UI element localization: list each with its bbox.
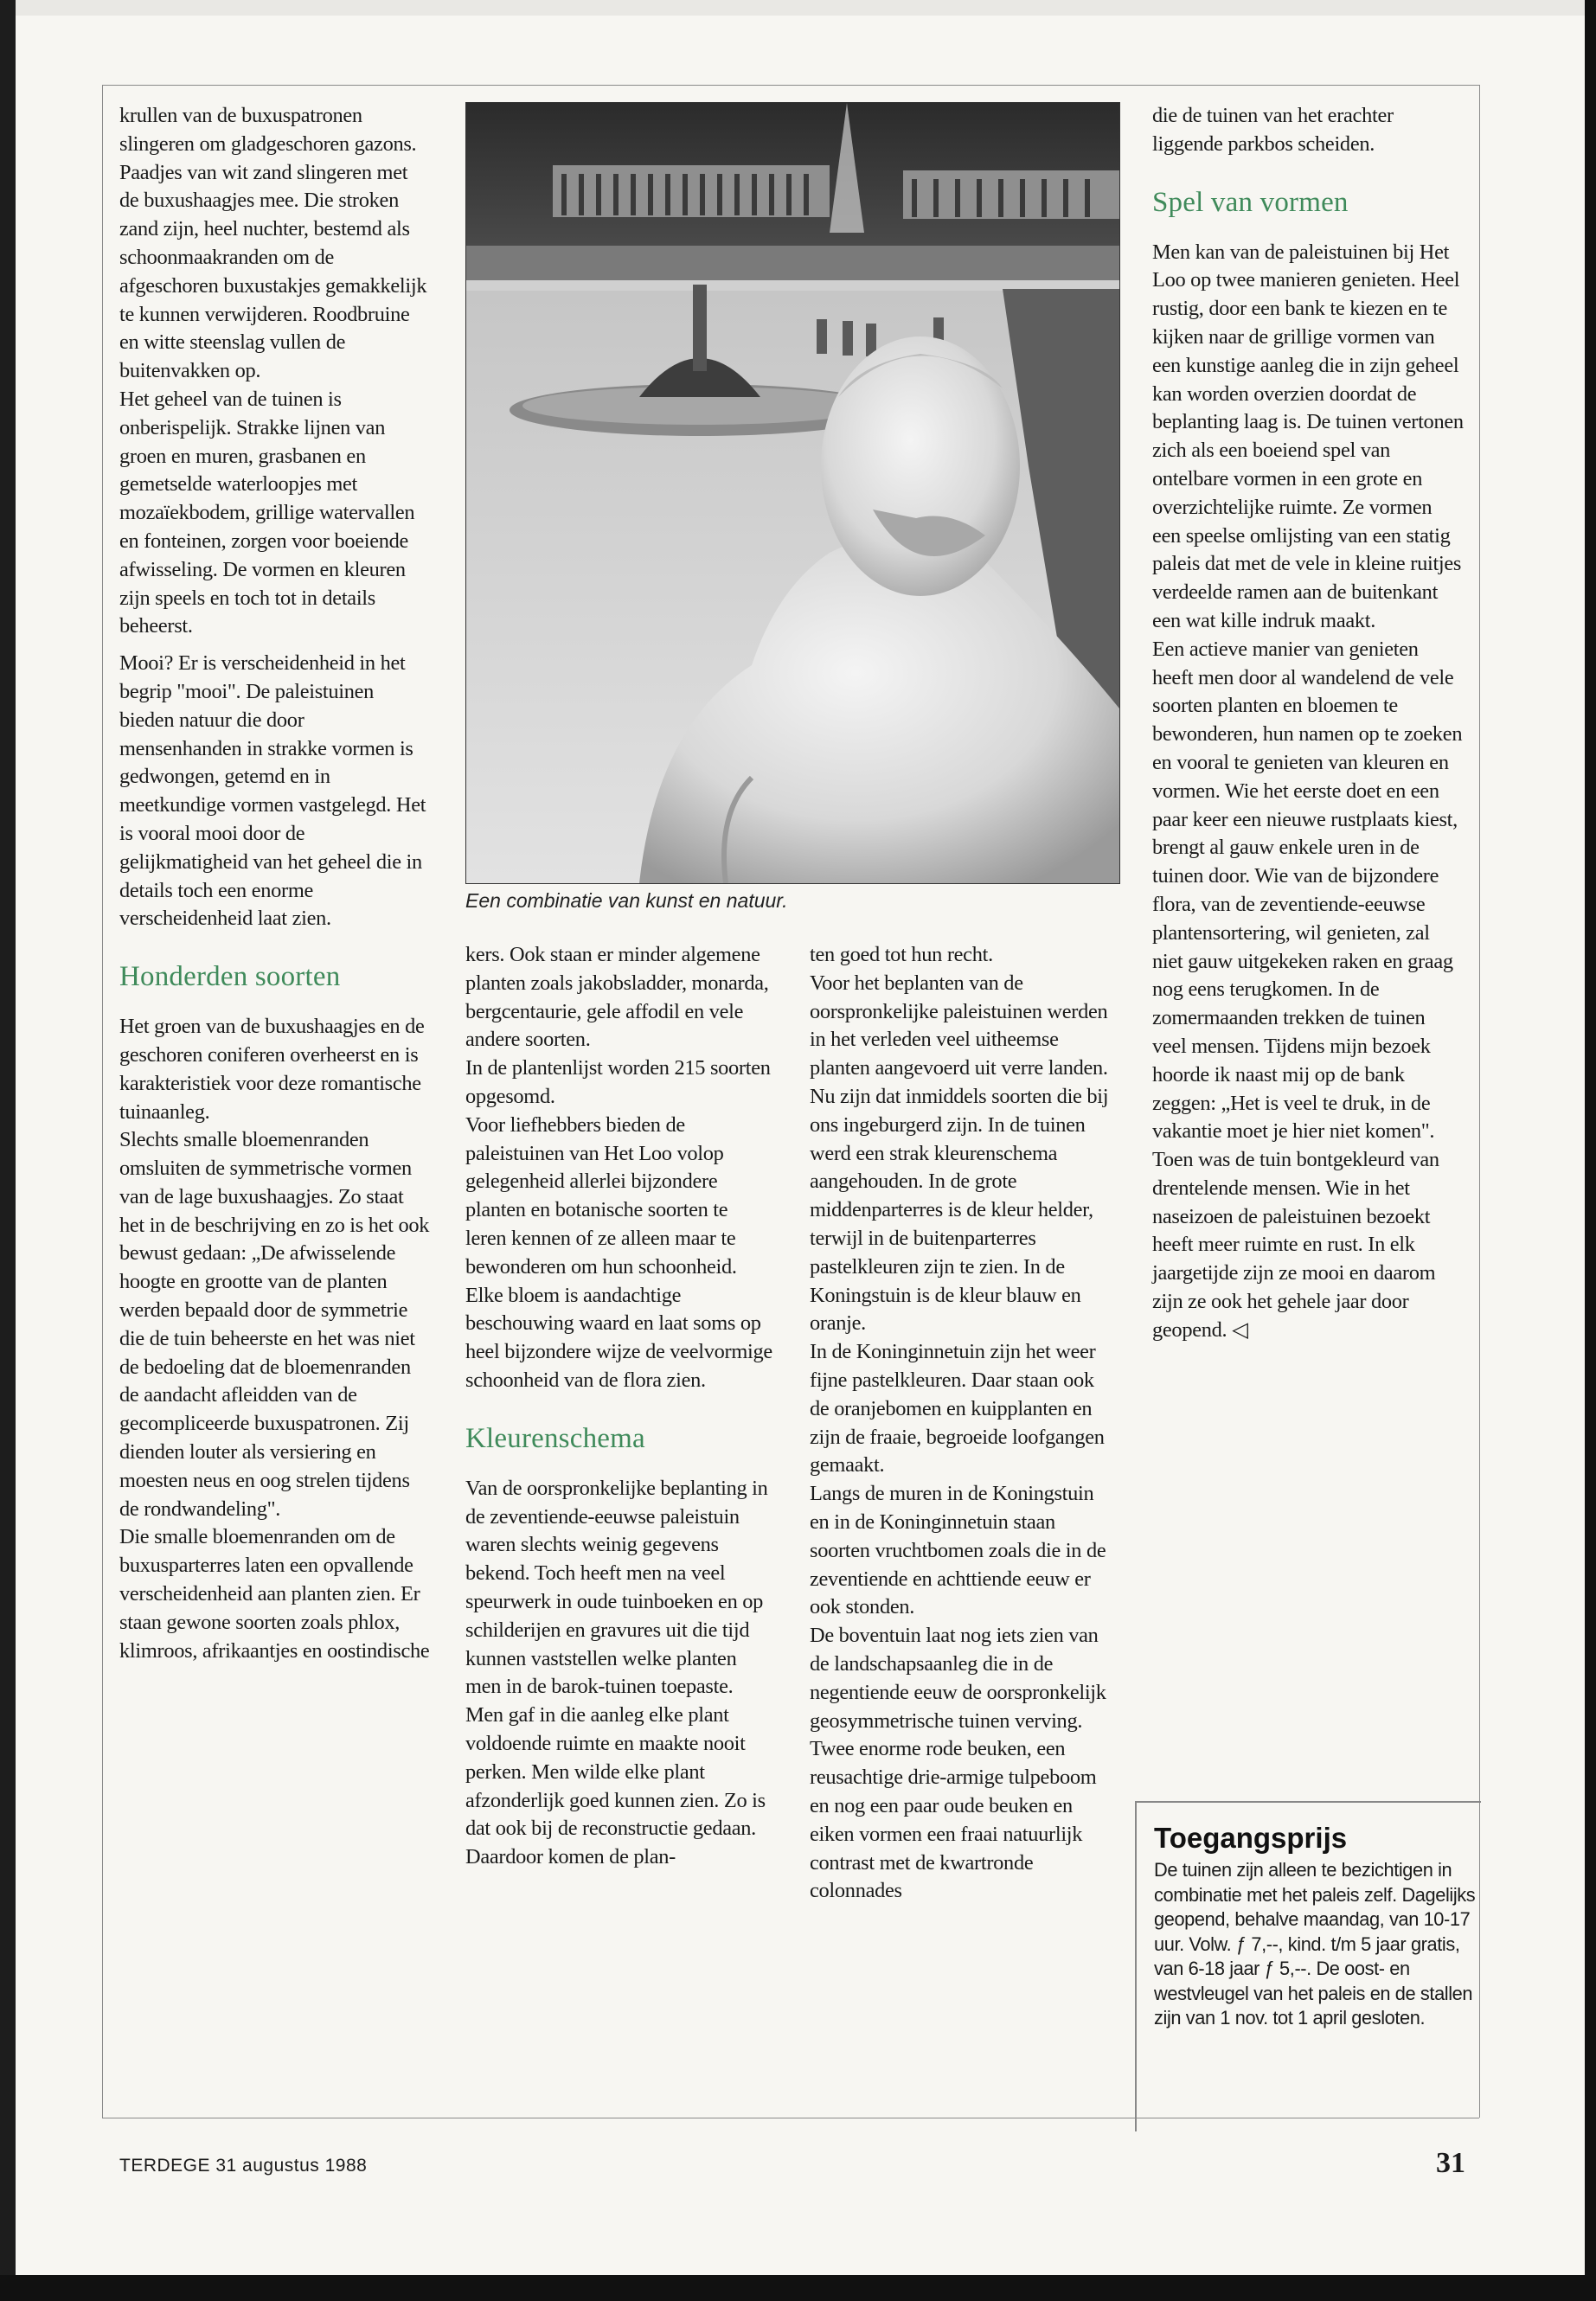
photo-caption: Een combinatie van kunst en natuur. (465, 889, 788, 912)
col2-paragraph-1: kers. Ook staan er minder algemene planten zoals jakobsladder, monarda, bergcentaurie, gele affodil en vele andere soorten. (465, 943, 769, 1052)
col2-paragraph-3: Voor liefhebbers bieden de paleistuinen van Het Loo volop gelegenheid allerlei bijzondere planten en botanische soorten te leren kennen of ze alleen maar te bewonderen om hun schoonheid. Elke bloem is aandachtige beschouwing waard en laat soms op heel bijzondere wijze de veelvormige schoonheid van de flora zien. (465, 1112, 772, 1392)
footer-publication: TERDEGE 31 augustus 1988 (119, 2156, 368, 2176)
col2-paragraph-2: In de plantenlijst worden 215 soorten opgesomd. (465, 1056, 771, 1108)
col3-paragraph-3: In de Koninginnetuin zijn het weer fijne pastelkleuren. Daar staan ook de oranjebomen en kuipplanten en zijn de fraaie, begroeide loofgangen gemaakt. (810, 1340, 1105, 1477)
col4-paragraph-3 (1152, 636, 1464, 1345)
col4-paragraph-1: die de tuinen van het erachter liggende parkbos scheiden. (1152, 104, 1394, 156)
article-column-1 (119, 102, 431, 1665)
col3-paragraph-5: De boventuin laat nog iets zien van de landschapsaanleg die in de negentiende eeuw de oorspronkelijk geosymmetrische tuinen verving. Twee enorme rode beuken, een reusachtige drie-armige tulpeboom en nog een paar oude beuken en eiken vormen een fraai natuurlijk contrast met de kwartronde colonnades (810, 1624, 1106, 1903)
col2-paragraph-4: Van de oorspronkelijke beplanting in de zeventiende-eeuwse paleistuin waren slechts weinig gegevens bekend. Toch heeft men na veel speurwerk in oude tuinboeken en op schilderijen en gravures uit die tijd kunnen vaststellen welke planten men in de barok-tuinen toepaste. Men gaf in die aanleg elke plant voldoende ruimte en maakte nooit perken. Men wilde elke plant afzonderlijk goed kunnen zien. Zo is dat ook bij de reconstructie gedaan. Daardoor komen de plan- (465, 1476, 768, 1869)
col1-paragraph-5: Slechts smalle bloemenranden omsluiten de symmetrische vormen van de lage buxushaagjes. Zo staat het in de beschrijving en zo is het ook bewust gedaan: „De afwisselende hoogte en grootte van de planten werden bepaald door de symmetrie die de tuin beheerste en het was niet de bedoeling dat de bloemenranden de aandacht afleidden van de gecompliceerde buxuspatronen. Zij dienden louter als versiering en moesten neus en oog strelen tijdens de rondwandeling". (119, 1128, 430, 1521)
section-heading-honderden-soorten: Honderden soorten (119, 961, 341, 993)
col1-paragraph-3: Mooi? Er is verscheidenheid in het begrip "mooi". De paleistuinen bieden natuur die door mensenhanden in strakke vormen is gedwongen, getemd en in meetkundige vormen vastgelegd. Het is vooral mooi door de gelijkmatigheid van het geheel die in details toch een enorme verscheidenheid laat zien. (119, 651, 426, 931)
frame-top-rule (102, 85, 1479, 86)
section-heading-spel-van-vormen: Spel van vormen (1152, 186, 1349, 218)
scan-border-left (0, 0, 16, 2301)
scan-border-bottom (0, 2275, 1596, 2301)
col3-paragraph-4: Langs de muren in de Koningstuin en in de Koninginnetuin staan soorten vruchtbomen zoals die in de zeventiende en achttiende eeuw er ook stonden. (810, 1482, 1106, 1619)
article-column-4 (1152, 102, 1464, 1345)
photo-illustration (466, 103, 1119, 883)
garden-statue-photo (465, 102, 1120, 884)
page-number: 31 (1436, 2147, 1465, 2179)
col1-paragraph-2: Het geheel van de tuinen is onberispelijk. Strakke lijnen van groen en muren, grasbanen en gemetselde waterloopjes met mozaïekbodem, grillige watervallen en fonteinen, zorgen voor boeiende afwisseling. De vormen en kleuren zijn speels en toch tot in details beheerst. (119, 387, 415, 638)
article-column-3 (810, 941, 1117, 1906)
col1-paragraph-6: Die smalle bloemenranden om de buxusparterres laten een opvallende verscheidenheid aan planten zien. Er staan gewone soorten zoals phlox, klimroos, afrikaantjes en oostindische (119, 1525, 430, 1663)
col4-paragraph-2: Men kan van de paleistuinen bij Het Loo op twee manieren genieten. Heel rustig, door een bank te kiezen en te kijken naar de grillige vormen van een kunstige aanleg die in zijn geheel kan worden overzien doordat de beplanting laag is. De tuinen vertonen zich als een boeiend spel van ontelbare vormen in een grote en overzichtelijke ruimte. Ze vormen een speelse omlijsting van een statig paleis dat met de vele in kleine ruitjes verdeelde ramen aan de buitenkant een wat kille indruk maakt. (1152, 240, 1464, 632)
admission-info-box (1135, 1801, 1481, 2131)
article-column-2 (465, 941, 772, 1872)
admission-box-text: De tuinen zijn alleen te bezichtigen in combinatie met het paleis zelf. Dagelijks geopend, behalve maandag, van 10-17 uur. Volw. ƒ 7,--, kind. t/m 5 jaar gratis, van 6-18 jaar ƒ 5,--. De oost- en westvleugel van het paleis en de stallen zijn van 1 nov. tot 1 april gesloten. (1154, 1859, 1476, 2029)
end-of-article-icon: ◁ (1232, 1317, 1248, 1342)
frame-left-rule (102, 85, 103, 2118)
col3-paragraph-1: ten goed tot hun recht. (810, 943, 993, 966)
admission-box-title: Toegangsprijs (1154, 1822, 1348, 1854)
section-heading-kleurenschema: Kleurenschema (465, 1422, 645, 1454)
scan-border-top (0, 0, 1596, 16)
col1-paragraph-1: krullen van de buxuspatronen slingeren om gladgeschoren gazons. Paadjes van wit zand slingeren met de buxushaagjes mee. Die stroken zand zijn, heel nuchter, bestemd als schoonmaakranden om de afgeschoren buxustakjes gemakkelijk te kunnen verwijderen. Roodbruine en witte steenslag vullen de buitenvakken op. (119, 104, 427, 383)
col3-paragraph-2: Voor het beplanten van de oorspronkelijke paleistuinen werden in het verleden veel uitheemse planten aangevoerd uit verre landen. Nu zijn dat inmiddels soorten die bij ons ingeburgerd zijn. In de tuinen werd een strak kleurenschema aangehouden. In de grote middenparterres is de kleur helder, terwijl in de buitenparterres pastelkleuren zijn te zien. In de Koningstuin is de kleur blauw en oranje. (810, 971, 1109, 1336)
scan-border-right (1585, 0, 1596, 2301)
col1-paragraph-4: Het groen van de buxushaagjes en de geschoren coniferen overheerst en is karakteristiek voor deze romantische tuinaanleg. (119, 1015, 425, 1124)
col4-paragraph-3-text: Een actieve manier van genieten heeft men door al wandelend de vele soorten planten en bloemen te bewonderen, hun namen op te zoeken en vooral te genieten van kleuren en vormen. Wie het eerste doet en een paar keer een nieuwe rustplaats kiest, brengt al gauw enkele uren in de tuinen door. Wie van de bijzondere flora, van de zeventiende-eeuwse plantensortering, wil genieten, zal niet gauw uitgekeken raken en graag nog eens terugkomen. In de zomermaanden trekken de tuinen veel mensen. Tijdens mijn bezoek hoorde ik naast mij op de bank zeggen: „Het is veel te druk, in de vakantie moet je hier niet komen". Toen was de tuin bontgekleurd van drentelende mensen. Wie in het naseizoen de paleistuinen bezoekt heeft meer ruimte en rust. In elk jaargetijde zijn ze mooi en daarom zijn ze ook het gehele jaar door geopend. (1152, 637, 1463, 1342)
